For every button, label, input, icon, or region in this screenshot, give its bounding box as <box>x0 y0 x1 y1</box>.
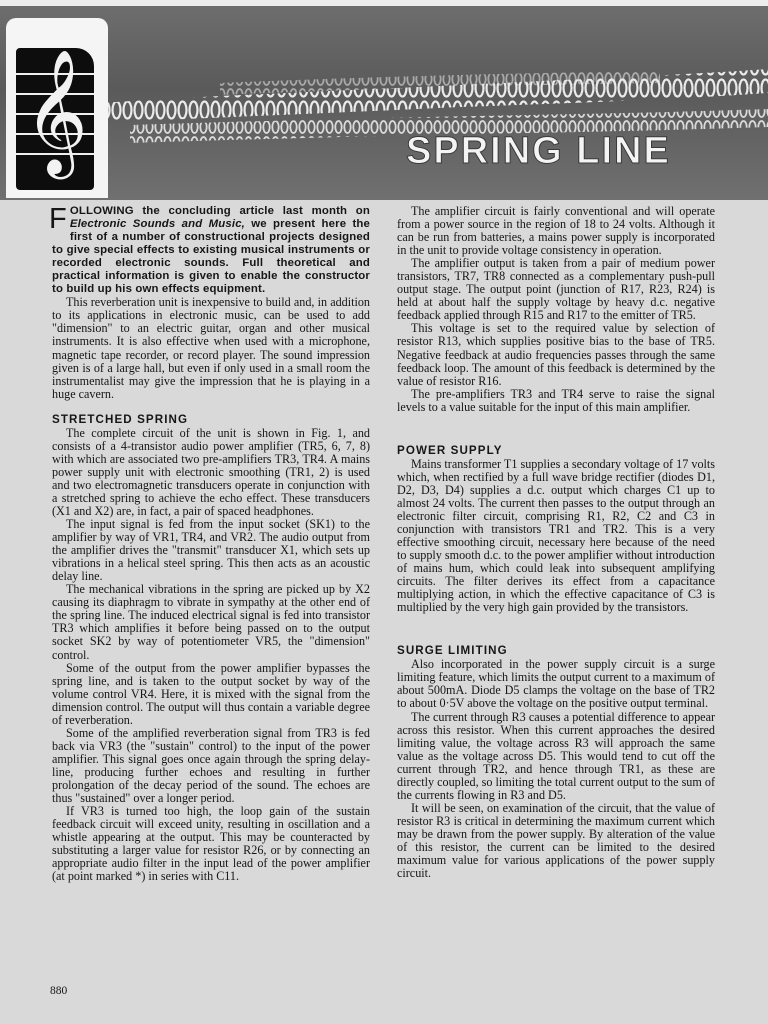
body-paragraph: The amplifier circuit is fairly conventional and will operate from a power source in the region of 18 to 24 volts. Although it can be run from batteries, a mains power supply is incorporated in the unit to provide voltage consistency in operation. <box>397 204 715 258</box>
body-paragraph: The mechanical vibrations in the spring are picked up by X2 causing its diaphragm to vibrate in sympathy at the other end of the spring line. The induced electrical signal is fed into transistor TR3 which amplifies it before being passed on to the output socket SK2 by way of potentiometer VR5, the "dimension" control. <box>52 582 370 662</box>
body-paragraph: This reverberation unit is inexpensive to build and, in addition to its applications in electronic music, can be used to add "dimension" to an electric guitar, organ and other musical instruments. It is also effective when used with a microphone, magnetic tape recorder, or record player. The sound impression given is of a large hall, but even if only used in a small room the instrumentalist may give the impression that he is playing in a huge cavern. <box>52 295 370 401</box>
section-heading-stretched-spring: STRETCHED SPRING <box>52 412 189 426</box>
body-paragraph: Some of the output from the power amplifier bypasses the spring line, and is taken to the output socket by way of the volume control VR4. Here, it is mixed with the signal from the dimension control. The output will thus contain a variable degree of reverberation. <box>52 660 370 727</box>
header-banner <box>0 0 768 200</box>
drop-cap: F <box>49 203 67 235</box>
right-column <box>397 205 715 880</box>
body-paragraph: The amplifier output is taken from a pair of medium power transistors, TR7, TR8 connected as a complementary push-pull output stage. The output point (junction of R17, R23, R24) is held at about half the supply voltage by heavy d.c. negative feedback applied through R15 and R17 to the emitter of TR5. <box>397 256 715 323</box>
body-paragraph: It will be seen, on examination of the circuit, that the value of resistor R3 is critical in determining the maximum current which may be drawn from the power supply. By alteration of the value of this resistor, the current can be limited to the desired maximum value for various applications of the power supply circuit. <box>397 800 715 881</box>
body-paragraph: Also incorporated in the power supply circuit is a surge limiting feature, which limits the output current to a maximum of about 500mA. Diode D5 clamps the voltage on the base of TR2 to about 0·5V above the voltage on the positive output terminal. <box>397 657 715 711</box>
intro-paragraph: FOLLOWING the concluding article last month on Electronic Sounds and Music, we present here the first of a number of constructional projects designed to give special effects to existing musical instruments or recorded electronic sounds. Full theoretical and practical information is given to enable the constructor to build up his own effects equipment. <box>49 203 370 296</box>
body-paragraph: If VR3 is turned too high, the loop gain of the sustain feedback circuit will exceed unity, resulting in oscillation and a whistle appearing at the output. This may be counteracted by substituting a larger value for resistor R26, or by connecting an appropriate audio filter in the input lead of the power amplifier (at point marked *) in series with C11. <box>52 804 370 884</box>
body-paragraph: The input signal is fed from the input socket (SK1) to the amplifier by way of VR1, TR4, and VR2. The audio output from the amplifier drives the "transmit" transducer X1, which sets up vibrations in a helical steel spring. This then acts as an acoustic delay line. <box>52 517 370 584</box>
clef-glyph: 𝄞 <box>24 49 88 174</box>
body-paragraph: The current through R3 causes a potential difference to appear across this resistor. When this current approaches the desired limiting value, the voltage across R3 will approach the same value as the voltage across D5. This would tend to cut off the current through TR2, and hence through TR1, as these are directly coupled, so limiting the total current output to the sum of the currents flowing in R3 and D5. <box>397 709 715 802</box>
body-paragraph: The complete circuit of the unit is shown in Fig. 1, and consists of a 4-transistor audio power amplifier (TR5, 6, 7, 8) with which are associated two pre-amplifiers TR3, TR4. A mains power supply unit with electronic smoothing (TR1, 2) is used and two electromagnetic transducers operate in conjunction with a stretched spring to achieve the echo effect. These transducers (X1 and X2) are, in fact, a pair of spaced headphones. <box>52 425 370 518</box>
section-heading-power-supply: POWER SUPPLY <box>397 443 503 457</box>
top-strip <box>0 0 768 6</box>
body-paragraph: Some of the amplified reverberation signal from TR3 is fed back via VR3 (the "sustain" control) to the input of the power amplifier. This signal goes once again through the spring delay-line, producing further echoes and resulting in further prolongation of the decay period of the sound. The echoes are thus "sustained" over a longer period. <box>52 725 370 806</box>
body-paragraph: This voltage is set to the required value by selection of resistor R13, which supplies positive bias to the base of TR5. Negative feedback at audio frequencies passes through the same feedback loop. The amount of this feedback is determined by the value of resistor R16. <box>397 321 715 388</box>
clef-emblem <box>6 18 108 198</box>
page-number: 880 <box>50 985 68 997</box>
left-column <box>49 203 370 884</box>
body-paragraph: Mains transformer T1 supplies a secondary voltage of 17 volts which, when rectified by a full wave bridge rectifier (diodes D1, D2, D3, D4) supplies a d.c. output which charges C1 up to almost 24 volts. The current then passes to the output through an electronic filter circuit, comprising R1, R2, C2 and C3 in conjunction with transistors TR1 and TR2. This is a very effective smoothing circuit, necessary here because of the need to supply smooth d.c. to the power amplifier without introduction of mains hum, which could leak into subsequent amplifying circuits. The filter derives its effect from a capacitance multiplying action, in which the effective capacitance of C3 is multiplied by the very high gain provided by the transistors. <box>397 456 715 615</box>
article-title: SPRING LINE <box>406 130 671 172</box>
treble-clef-icon <box>16 48 94 190</box>
section-heading-surge-limiting: SURGE LIMITING <box>397 644 508 658</box>
body-paragraph: The pre-amplifiers TR3 and TR4 serve to raise the signal levels to a value suitable for the input of this main amplifier. <box>397 386 715 414</box>
